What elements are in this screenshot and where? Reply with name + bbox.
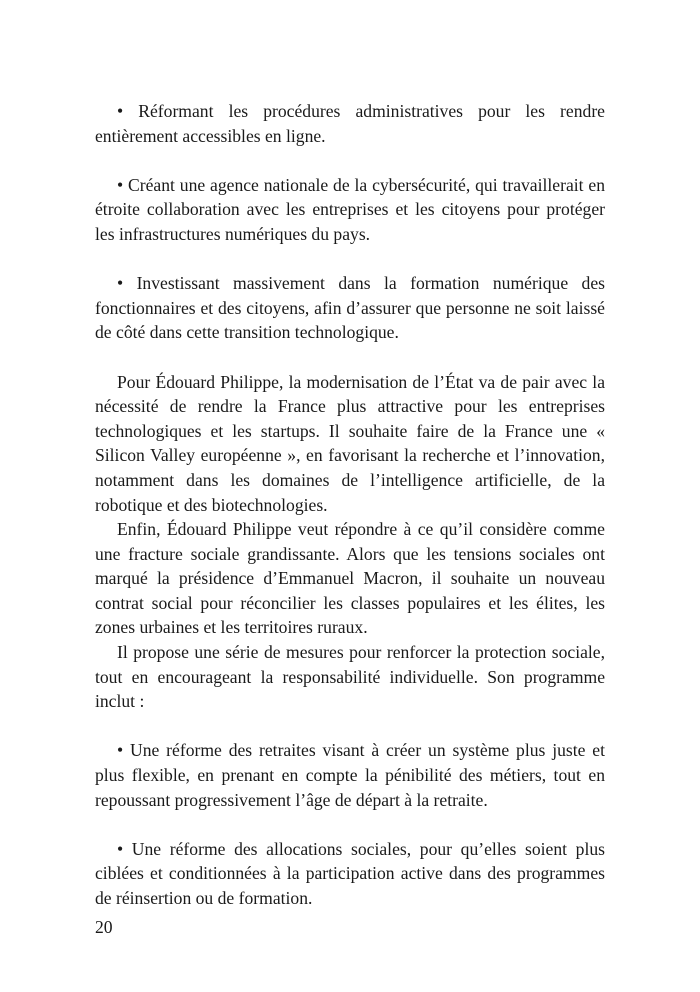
bullet-paragraph-social-allowances: • Une réforme des allocations sociales, pour qu’elles soient plus ciblées et conditionnées à la participation active dans des programmes de réinsertion ou de formation. [95, 838, 605, 908]
bullet-paragraph-pension-reform: • Une réforme des retraites visant à créer un système plus juste et plus flexible, en prenant en compte la pénibilité des métiers, tout en repoussant progressivement l’âge de départ à la retraite. [95, 740, 605, 810]
bullet-paragraph-cybersecurity-agency: • Créant une agence nationale de la cybersécurité, qui travaillerait en étroite collaboration avec les entreprises et les citoyens pour protéger les infrastructures numériques du pays. [95, 174, 605, 244]
paragraph-social-fracture: Enfin, Édouard Philippe veut répondre à ce qu’il considère comme une fracture sociale grandissante. Alors que les tensions sociales ont marqué la présidence d’Emmanuel Macron, il souhaite un nouveau contrat social pour réconcilier les classes populaires et les élites, les zones urbaines et les territoires ruraux. [95, 519, 605, 638]
bullet-paragraph-online-procedures: • Réformant les procédures administratives pour les rendre entièrement accessibles en ligne. [95, 101, 605, 146]
bullet-paragraph-digital-training: • Investissant massivement dans la formation numérique des fonctionnaires et des citoyens, afin d’assurer que personne ne soit laissé de côté dans cette transition technologique. [95, 273, 605, 343]
page-body-text [95, 99, 605, 911]
paragraph-social-protection: Il propose une série de mesures pour renforcer la protection sociale, tout en encourageant la responsabilité individuelle. Son programme inclut : [95, 642, 605, 712]
paragraph-state-modernisation: Pour Édouard Philippe, la modernisation de l’État va de pair avec la nécessité de rendre la France plus attractive pour les entreprises technologiques et les startups. Il souhaite faire de la France une « Silicon Valley européenne », en favorisant la recherche et l’innovation, notamment dans les domaines de l’intelligence artificielle, de la robotique et des biotechnologies. [95, 371, 605, 515]
page-number: 20 [95, 917, 113, 937]
